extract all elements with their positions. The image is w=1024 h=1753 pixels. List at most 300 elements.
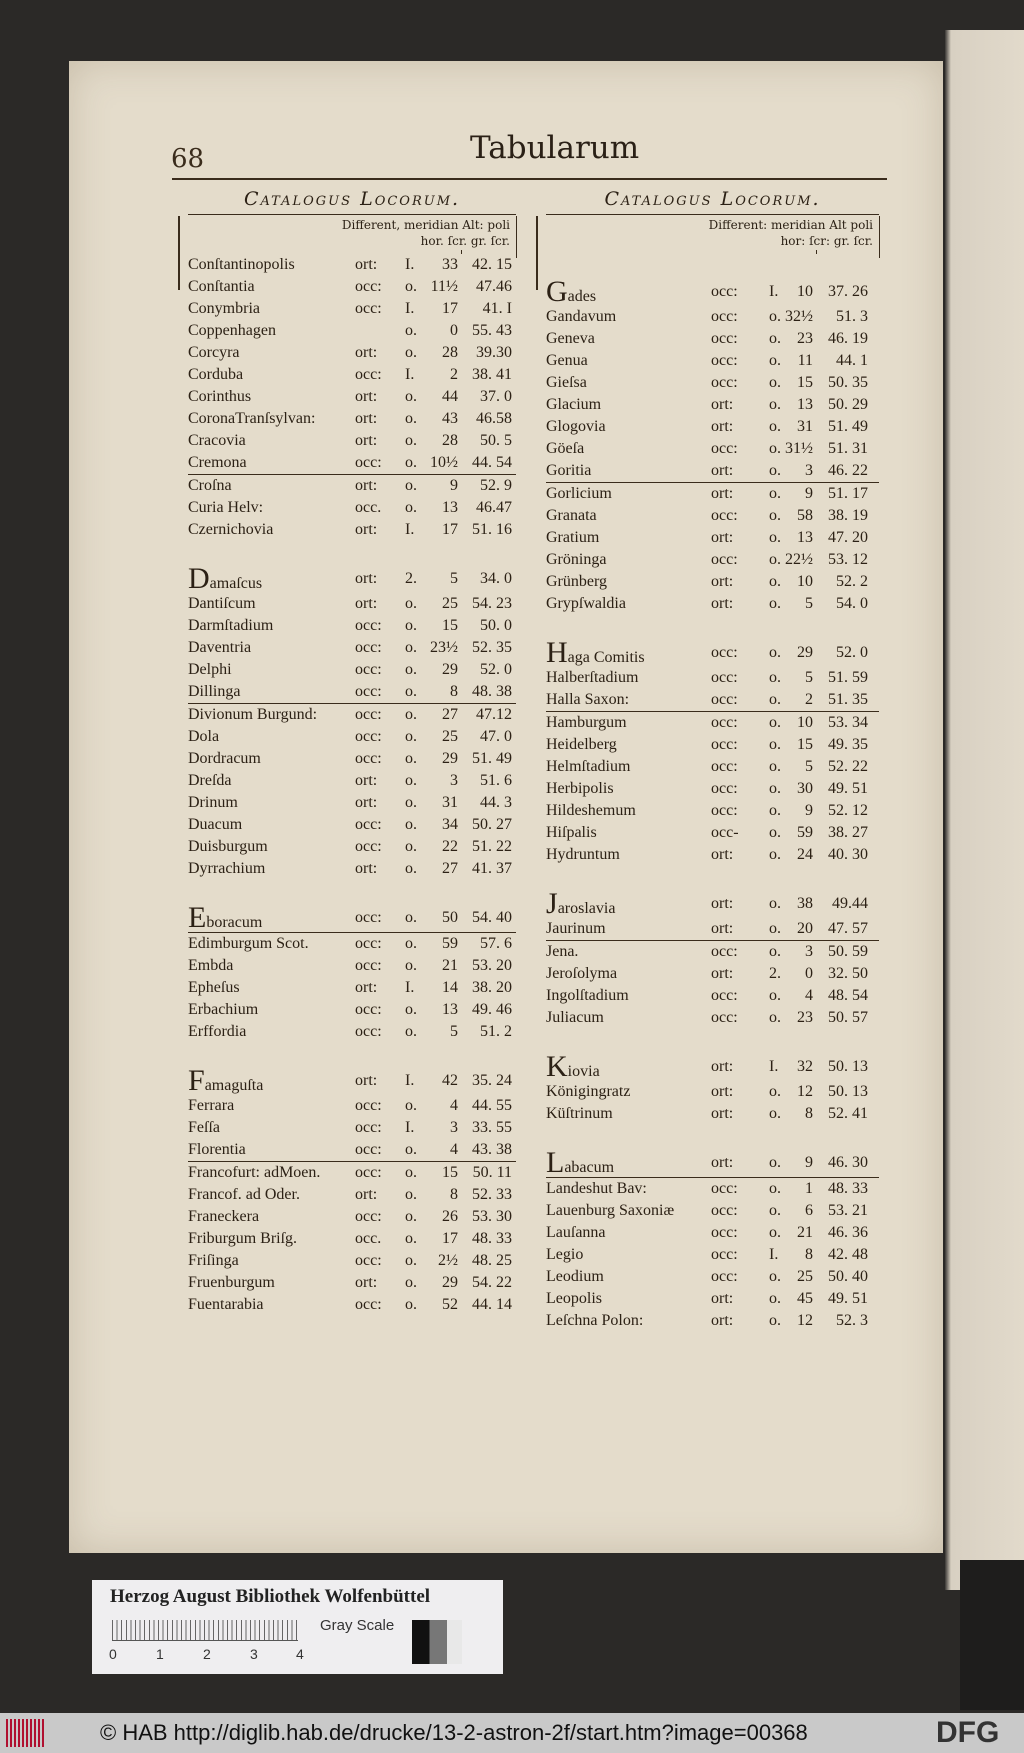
- hours-cell: I.: [405, 979, 415, 996]
- pole-altitude-cell: 46. 22: [828, 462, 868, 479]
- direction-cell: ort:: [711, 1154, 734, 1171]
- direction-cell: occ:: [355, 816, 382, 833]
- direction-cell: occ:: [355, 750, 382, 767]
- pole-altitude-cell: 42. 48: [828, 1246, 868, 1263]
- table-row: [188, 726, 516, 748]
- place-name: Epheſus: [188, 979, 240, 996]
- place-name: Ferrara: [188, 1097, 235, 1114]
- hours-cell: o.: [405, 410, 417, 427]
- place-name: Corinthus: [188, 388, 252, 405]
- direction-cell: ort:: [355, 979, 378, 996]
- place-name: Goritia: [546, 462, 592, 479]
- direction-cell: ort:: [355, 595, 378, 612]
- place-name: Jaurinum: [546, 920, 606, 937]
- place-name: Gandavum: [546, 308, 617, 325]
- minutes-cell: 27: [442, 706, 458, 723]
- table-row: [546, 306, 879, 328]
- hours-cell: o.: [769, 714, 781, 731]
- minutes-cell: 29: [442, 661, 458, 678]
- pole-altitude-cell: 51. 31: [828, 440, 868, 457]
- direction-cell: occ:: [711, 1224, 738, 1241]
- minutes-cell: 24: [797, 846, 813, 863]
- column-heading: Catalogus Locorum.: [604, 188, 821, 210]
- hours-cell: o.: [769, 1202, 781, 1219]
- pole-altitude-cell: 50. 13: [828, 1058, 868, 1075]
- minutes-cell: 3: [805, 943, 813, 960]
- pole-altitude-cell: 52. 0: [836, 644, 868, 661]
- minutes-cell: 59: [797, 824, 813, 841]
- minutes-cell: 43: [442, 410, 458, 427]
- table-row: [188, 593, 516, 615]
- table-row: [546, 1007, 879, 1029]
- hours-cell: I.: [769, 1246, 779, 1263]
- hours-cell: o.: [405, 477, 417, 494]
- table-row: [188, 1064, 516, 1097]
- table-row: [546, 549, 879, 571]
- minutes-cell: 58: [797, 507, 813, 524]
- table-row: [546, 1081, 879, 1103]
- minutes-cell: 4: [450, 1097, 458, 1114]
- place-name: Conſtantinopolis: [188, 256, 295, 273]
- table-row: [546, 394, 879, 416]
- hours-cell: o.: [405, 860, 417, 877]
- direction-cell: ort:: [711, 1105, 734, 1122]
- hours-cell: o.: [769, 374, 781, 391]
- table-row: [546, 778, 879, 800]
- table-row: [188, 933, 516, 955]
- hours-cell: o.: [769, 462, 781, 479]
- hours-cell: o.: [769, 1154, 781, 1171]
- hours-cell: o.: [769, 987, 781, 1004]
- pole-altitude-cell: 54. 40: [472, 909, 512, 926]
- hours-cell: o.: [405, 816, 417, 833]
- pole-altitude-cell: 48. 38: [472, 683, 512, 700]
- pole-altitude-cell: 50. 35: [828, 374, 868, 391]
- table-row: [546, 918, 879, 941]
- minutes-cell: 26: [442, 1208, 458, 1225]
- pole-altitude-cell: 50. 27: [472, 816, 512, 833]
- header-rule: [172, 178, 887, 180]
- hours-cell: o.: [769, 1224, 781, 1241]
- place-name: Dordracum: [188, 750, 261, 767]
- place-name: Glogovia: [546, 418, 606, 435]
- direction-cell: occ:: [355, 1141, 382, 1158]
- minutes-cell: 0: [805, 965, 813, 982]
- hours-cell: I.: [769, 283, 779, 300]
- direction-cell: ort:: [711, 595, 734, 612]
- minutes-cell: 30: [797, 780, 813, 797]
- table-row: [546, 712, 879, 734]
- place-name: Herbipolis: [546, 780, 614, 797]
- footer-copyright-link[interactable]: © HAB http://diglib.hab.de/drucke/13-2-astron-2f/start.htm?image=00368: [100, 1720, 808, 1745]
- table-row: [188, 364, 516, 386]
- place-name: Duisburgum: [188, 838, 268, 855]
- rows: [188, 254, 516, 1316]
- direction-cell: occ:: [711, 507, 738, 524]
- hours-cell: o.: [769, 507, 781, 524]
- place-name: Erbachium: [188, 1001, 259, 1018]
- hours-cell: o.: [769, 943, 781, 960]
- hours-cell: o.: [769, 691, 781, 708]
- hours-cell: o.: [405, 617, 417, 634]
- table-row: [188, 1206, 516, 1228]
- direction-cell: occ:: [355, 1164, 382, 1181]
- hours-cell: I.: [405, 256, 415, 273]
- hours-cell: o.: [769, 644, 781, 661]
- pole-altitude-cell: 51. 16: [472, 521, 512, 538]
- pole-altitude-cell: 32. 50: [828, 965, 868, 982]
- table-row: [188, 276, 516, 298]
- direction-cell: occ:: [711, 308, 738, 325]
- minutes-cell: 34: [442, 816, 458, 833]
- hours-cell: o.: [769, 758, 781, 775]
- minutes-cell: 44: [442, 388, 458, 405]
- direction-cell: ort:: [711, 418, 734, 435]
- table-row: [546, 328, 879, 350]
- pole-altitude-cell: 50. 59: [828, 943, 868, 960]
- place-name: Leſchna Polon:: [546, 1312, 644, 1329]
- place-name: Franeckera: [188, 1208, 260, 1225]
- place-name: Curia Helv:: [188, 499, 264, 516]
- hours-cell: o.: [769, 573, 781, 590]
- direction-cell: occ:: [711, 758, 738, 775]
- pole-altitude-cell: 44. 55: [472, 1097, 512, 1114]
- hours-cell: o.: [405, 344, 417, 361]
- minutes-cell: 13: [797, 396, 813, 413]
- hours-cell: o.: [405, 1023, 417, 1040]
- pole-altitude-cell: 51. 35: [828, 691, 868, 708]
- pole-altitude-cell: 54. 0: [836, 595, 868, 612]
- place-name: Coppenhagen: [188, 322, 276, 339]
- minutes-cell: 45: [797, 1290, 813, 1307]
- direction-cell: occ:: [711, 987, 738, 1004]
- hours-cell: 2.: [769, 965, 781, 982]
- hours-cell: o.: [405, 1296, 417, 1313]
- minutes-cell: 31: [797, 418, 813, 435]
- hours-cell: o.: [405, 454, 417, 471]
- table-row: [188, 386, 516, 408]
- table-row: [546, 941, 879, 963]
- hours-cell: o.: [405, 909, 417, 926]
- background: [960, 1560, 1024, 1710]
- direction-cell: occ:: [355, 639, 382, 656]
- place-name: Leodium: [546, 1268, 604, 1285]
- pole-altitude-cell: 46.47: [476, 499, 512, 516]
- pole-altitude-cell: 52. 41: [828, 1105, 868, 1122]
- table-row: [188, 1294, 516, 1316]
- table-row: [546, 636, 879, 669]
- minutes-cell: 15: [797, 736, 813, 753]
- minutes-cell: 52: [442, 1296, 458, 1313]
- pole-altitude-cell: 47. 20: [828, 529, 868, 546]
- table-row: [188, 814, 516, 836]
- pole-altitude-cell: 50. 0: [480, 617, 512, 634]
- place-name: Grypſwaldia: [546, 595, 626, 612]
- direction-cell: occ:: [711, 802, 738, 819]
- ruler-tick-label: 4: [296, 1646, 304, 1662]
- place-name: Genua: [546, 352, 588, 369]
- table-row: [546, 800, 879, 822]
- pole-altitude-cell: 50. 11: [472, 1164, 512, 1181]
- hours-cell: o.: [405, 838, 417, 855]
- hours-cell: o.: [405, 1186, 417, 1203]
- direction-cell: occ:: [355, 661, 382, 678]
- pole-altitude-cell: 39.30: [476, 344, 512, 361]
- direction-cell: occ:: [355, 1001, 382, 1018]
- hours-cell: o.: [769, 308, 781, 325]
- hours-cell: o.: [769, 669, 781, 686]
- place-name: Hildeshemum: [546, 802, 636, 819]
- table-row: [546, 1244, 879, 1266]
- place-name: Jena.: [546, 943, 579, 960]
- table-row: [188, 342, 516, 364]
- table-row: [188, 955, 516, 977]
- table-row: [546, 571, 879, 593]
- pole-altitude-cell: 51. 49: [472, 750, 512, 767]
- table-row: [188, 1021, 516, 1043]
- minutes-cell: 22½: [785, 551, 813, 568]
- pole-altitude-cell: 51. 2: [480, 1023, 512, 1040]
- place-name: Dola: [188, 728, 220, 745]
- place-name: CoronaTranſsylvan:: [188, 410, 316, 427]
- pole-altitude-cell: 52. 12: [828, 802, 868, 819]
- direction-cell: occ:: [711, 1009, 738, 1026]
- direction-cell: occ:: [711, 283, 738, 300]
- pole-altitude-cell: 50. 40: [828, 1268, 868, 1285]
- minutes-cell: 5: [805, 595, 813, 612]
- hours-cell: o.: [405, 661, 417, 678]
- pole-altitude-cell: 49. 46: [472, 1001, 512, 1018]
- minutes-cell: 28: [442, 344, 458, 361]
- table-row: [188, 999, 516, 1021]
- minutes-cell: 31½: [785, 440, 813, 457]
- pole-altitude-cell: 51. 22: [472, 838, 512, 855]
- minutes-cell: 5: [450, 1023, 458, 1040]
- direction-cell: occ:: [711, 943, 738, 960]
- hours-cell: o.: [769, 780, 781, 797]
- minutes-cell: 4: [450, 1141, 458, 1158]
- pole-altitude-cell: 52. 2: [836, 573, 868, 590]
- direction-cell: occ:: [711, 780, 738, 797]
- direction-cell: ort:: [355, 1186, 378, 1203]
- pole-altitude-cell: 35. 24: [472, 1072, 512, 1089]
- pole-altitude-cell: 47.46: [476, 278, 512, 295]
- table-row: [546, 1288, 879, 1310]
- hours-cell: o.: [405, 322, 417, 339]
- minutes-cell: 13: [442, 499, 458, 516]
- hours-cell: o.: [769, 736, 781, 753]
- pole-altitude-cell: 42. 15: [472, 256, 512, 273]
- table-row: [546, 734, 879, 756]
- direction-cell: ort:: [355, 388, 378, 405]
- direction-cell: ort:: [711, 573, 734, 590]
- ruler-scale: [112, 1620, 298, 1641]
- direction-cell: occ:: [355, 1208, 382, 1225]
- table-row: [188, 1139, 516, 1162]
- pole-altitude-cell: 50. 57: [828, 1009, 868, 1026]
- direction-cell: ort:: [711, 485, 734, 502]
- pole-altitude-cell: 54. 23: [472, 595, 512, 612]
- color-calibration-card: [92, 1580, 503, 1674]
- place-name: Famaguſta: [188, 1064, 264, 1097]
- direction-cell: ort:: [355, 256, 378, 273]
- pole-altitude-cell: 53. 34: [828, 714, 868, 731]
- pole-altitude-cell: 49.44: [832, 895, 868, 912]
- minutes-cell: 8: [805, 1105, 813, 1122]
- hours-cell: 2.: [405, 570, 417, 587]
- place-name: Corduba: [188, 366, 244, 383]
- pole-altitude-cell: 33. 55: [472, 1119, 512, 1136]
- pole-altitude-cell: 40. 30: [828, 846, 868, 863]
- direction-cell: ort:: [711, 396, 734, 413]
- minutes-cell: 23½: [430, 639, 458, 656]
- rows: [546, 254, 879, 1332]
- table-row: [546, 416, 879, 438]
- pole-altitude-cell: 46. 30: [828, 1154, 868, 1171]
- table-row: [188, 519, 516, 541]
- pole-altitude-cell: 50. 13: [828, 1083, 868, 1100]
- hours-cell: o.: [405, 957, 417, 974]
- table-row: [188, 659, 516, 681]
- table-row: [188, 408, 516, 430]
- table-row: [188, 615, 516, 637]
- place-name: Eboracum: [188, 901, 263, 934]
- table-row: [188, 1095, 516, 1117]
- hours-cell: o.: [769, 595, 781, 612]
- table-row: [188, 792, 516, 814]
- direction-cell: occ:: [355, 728, 382, 745]
- direction-cell: occ:: [711, 691, 738, 708]
- place-name: Friſinga: [188, 1252, 239, 1269]
- direction-cell: occ:: [355, 909, 382, 926]
- minutes-cell: 23: [797, 1009, 813, 1026]
- place-name: Drinum: [188, 794, 238, 811]
- direction-cell: ort:: [711, 529, 734, 546]
- pole-altitude-cell: 46. 19: [828, 330, 868, 347]
- direction-cell: ort:: [711, 846, 734, 863]
- direction-cell: occ:: [711, 551, 738, 568]
- direction-cell: occ:: [355, 1296, 382, 1313]
- hours-cell: o.: [405, 1208, 417, 1225]
- place-name: Heidelberg: [546, 736, 617, 753]
- pole-altitude-cell: 37. 0: [480, 388, 512, 405]
- pole-altitude-cell: 46. 36: [828, 1224, 868, 1241]
- pole-altitude-cell: 49. 35: [828, 736, 868, 753]
- hours-cell: o.: [405, 595, 417, 612]
- place-name: Gorlicium: [546, 485, 612, 502]
- minutes-cell: 10½: [430, 454, 458, 471]
- minutes-cell: 1: [805, 1180, 813, 1197]
- place-name: Delphi: [188, 661, 232, 678]
- direction-cell: occ:: [355, 935, 382, 952]
- table-row: [546, 844, 879, 866]
- table-row: [188, 770, 516, 792]
- place-name: Labacum: [546, 1146, 615, 1179]
- place-name: Florentia: [188, 1141, 246, 1158]
- minutes-cell: 32½: [785, 308, 813, 325]
- pole-altitude-cell: 51. 17: [828, 485, 868, 502]
- minutes-cell: 23: [797, 330, 813, 347]
- place-name: Jeroſolyma: [546, 965, 618, 982]
- place-name: Hamburgum: [546, 714, 627, 731]
- place-name: Hydruntum: [546, 846, 620, 863]
- table-row: [188, 858, 516, 880]
- table-row: [546, 275, 879, 308]
- hours-cell: o.: [405, 432, 417, 449]
- minutes-cell: 11½: [430, 278, 458, 295]
- direction-cell: ort:: [355, 477, 378, 494]
- pole-altitude-cell: 44. 3: [480, 794, 512, 811]
- table-row: [188, 748, 516, 770]
- place-name: Francofurt: adMoen.: [188, 1164, 321, 1181]
- hours-cell: o.: [769, 920, 781, 937]
- hours-cell: o.: [405, 935, 417, 952]
- place-name: Friburgum Briſg.: [188, 1230, 298, 1247]
- pole-altitude-cell: 53. 21: [828, 1202, 868, 1219]
- place-name: Hiſpalis: [546, 824, 597, 841]
- place-name: Leopolis: [546, 1290, 602, 1307]
- place-name: Dillinga: [188, 683, 241, 700]
- place-name: Glacium: [546, 396, 602, 413]
- table-row: [546, 460, 879, 483]
- pole-altitude-cell: 51. 6: [480, 772, 512, 789]
- direction-cell: occ:: [711, 714, 738, 731]
- place-name: Darmſtadium: [188, 617, 274, 634]
- place-name: Göeſa: [546, 440, 585, 457]
- direction-cell: occ:: [711, 1180, 738, 1197]
- minutes-cell: 25: [797, 1268, 813, 1285]
- minutes-cell: 21: [797, 1224, 813, 1241]
- hours-cell: o.: [769, 1083, 781, 1100]
- hours-cell: o.: [405, 278, 417, 295]
- pole-altitude-cell: 52. 0: [480, 661, 512, 678]
- pole-altitude-cell: 41. 37: [472, 860, 512, 877]
- minutes-cell: 0: [450, 322, 458, 339]
- direction-cell: occ:: [711, 374, 738, 391]
- pole-altitude-cell: 44. 14: [472, 1296, 512, 1313]
- hours-cell: o.: [769, 485, 781, 502]
- table-row: [188, 1162, 516, 1184]
- table-row: [188, 298, 516, 320]
- hours-cell: o.: [769, 1312, 781, 1329]
- table-row: [546, 667, 879, 689]
- table-row: [546, 483, 879, 505]
- pole-altitude-cell: 57. 6: [480, 935, 512, 952]
- column-heading: Catalogus Locorum.: [243, 188, 461, 210]
- place-name: Gröninga: [546, 551, 607, 568]
- minutes-cell: 10: [797, 573, 813, 590]
- minutes-cell: 2½: [438, 1252, 458, 1269]
- direction-cell: ort:: [355, 344, 378, 361]
- direction-cell: ort:: [711, 1312, 734, 1329]
- direction-cell: occ.: [355, 499, 382, 516]
- minutes-cell: 15: [442, 1164, 458, 1181]
- minutes-cell: 9: [805, 1154, 813, 1171]
- pole-altitude-cell: 49. 51: [828, 1290, 868, 1307]
- table-row: [188, 637, 516, 659]
- table-row: [188, 977, 516, 999]
- heading-rule: [546, 214, 879, 215]
- direction-cell: occ:: [355, 300, 382, 317]
- frame-line: [536, 216, 538, 290]
- pole-altitude-cell: 47.12: [476, 706, 512, 723]
- place-name: Jaroslavia: [546, 887, 616, 920]
- place-name: Dantiſcum: [188, 595, 256, 612]
- heading-rule: [188, 214, 516, 215]
- ruler-tick-label: 2: [203, 1646, 211, 1662]
- pole-altitude-cell: 53. 12: [828, 551, 868, 568]
- pole-altitude-cell: 48. 33: [472, 1230, 512, 1247]
